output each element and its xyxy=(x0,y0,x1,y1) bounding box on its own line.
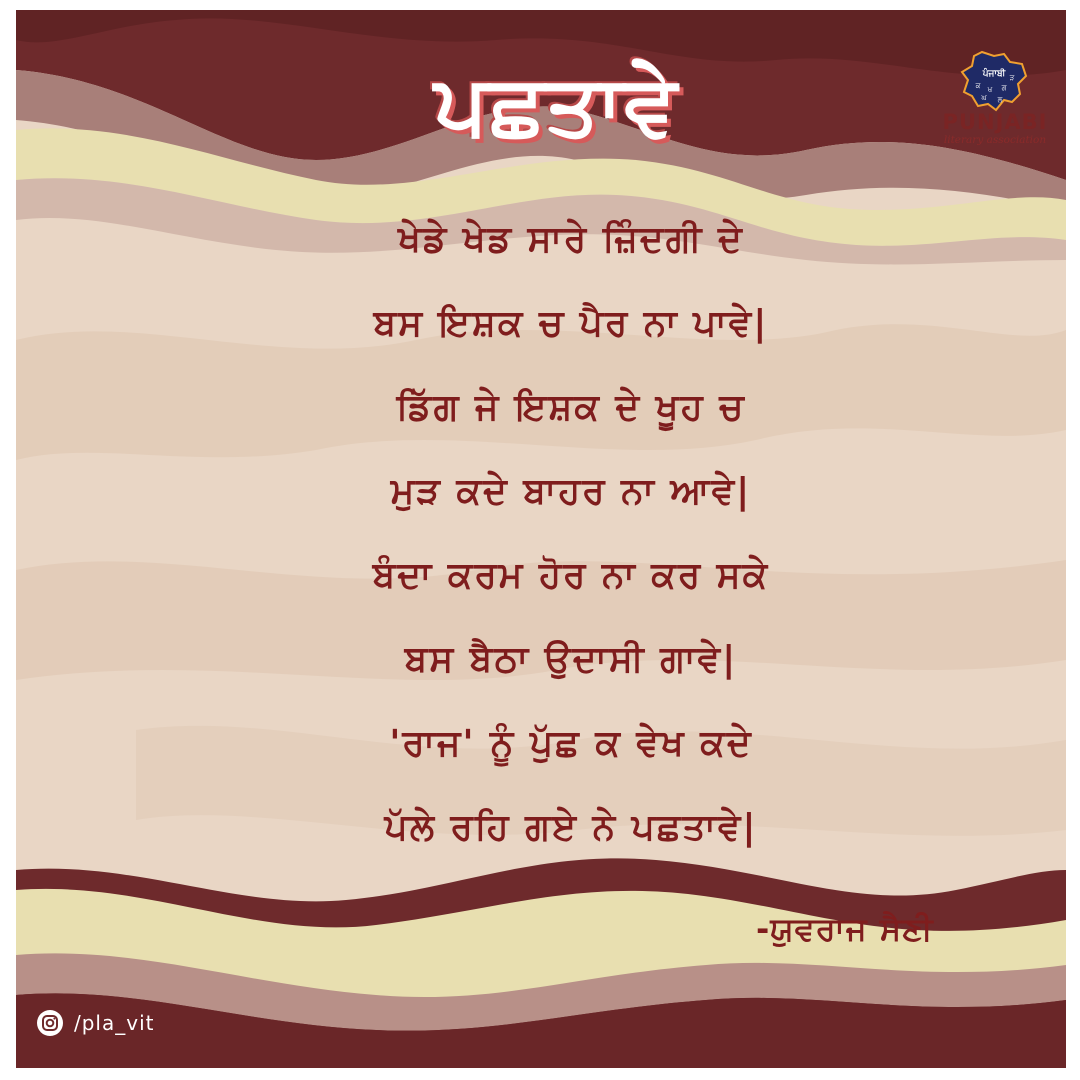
poem-body xyxy=(216,198,926,870)
poem-line: 'ਰਾਜ' ਨੂੰ ਪੁੱਛ ਕ ਵੇਖ ਕਦੇ xyxy=(389,723,753,764)
poem-line: ਬਸ ਬੈਠਾ ਉਦਾਸੀ ਗਾਵੇ| xyxy=(404,639,738,680)
poem-line: ਬਸ ਇਸ਼ਕ ਚ ਪੈਰ ਨਾ ਪਾਵੇ| xyxy=(373,303,769,344)
logo-map-letter: ੜ xyxy=(1009,74,1015,82)
logo-wordmark: PUNJABI xyxy=(942,110,1048,134)
social-handle[interactable] xyxy=(36,1006,154,1040)
logo-subtitle: literary association xyxy=(943,134,1047,146)
punjabi-literary-association-logo xyxy=(930,50,1060,150)
poster xyxy=(16,10,1066,1068)
poem-line: ਡਿੱਗ ਜੇ ਇਸ਼ਕ ਦੇ ਖੂਹ ਚ xyxy=(396,387,746,428)
poem-line: ਖੇਡੇ ਖੇਡ ਸਾਰੇ ਜ਼ਿੰਦਗੀ ਦੇ xyxy=(398,219,744,260)
logo-map-word: ਪੰਜਾਬੀ xyxy=(982,69,1006,79)
logo-map-letter: ਘ xyxy=(981,94,987,102)
poem-line: ਪੱਲੇ ਰਹਿ ਗਏ ਨੇ ਪਛਤਾਵੇ| xyxy=(384,807,758,848)
logo-map-letter: ਗ xyxy=(1001,84,1007,92)
poem-title: ਪਛਤਾਵੇ xyxy=(434,56,678,154)
poem-line: ਮੁੜ ਕਦੇ ਬਾਹਰ ਨਾ ਆਵੇ| xyxy=(390,471,752,512)
author-name: -ਯੁਵਰਾਜ ਸੈਣੀ xyxy=(756,910,934,948)
logo-map-letter: ਕ xyxy=(975,82,981,90)
social-handle-text: /pla_vit xyxy=(74,1011,155,1035)
punjab-map-icon xyxy=(960,50,1030,112)
logo-map-letter: ਲ xyxy=(997,96,1003,104)
poem-line: ਬੰਦਾ ਕਰਮ ਹੋਰ ਨਾ ਕਰ ਸਕੇ xyxy=(372,555,770,596)
instagram-icon xyxy=(36,1009,64,1037)
logo-map-letter: ਖ xyxy=(987,86,993,94)
